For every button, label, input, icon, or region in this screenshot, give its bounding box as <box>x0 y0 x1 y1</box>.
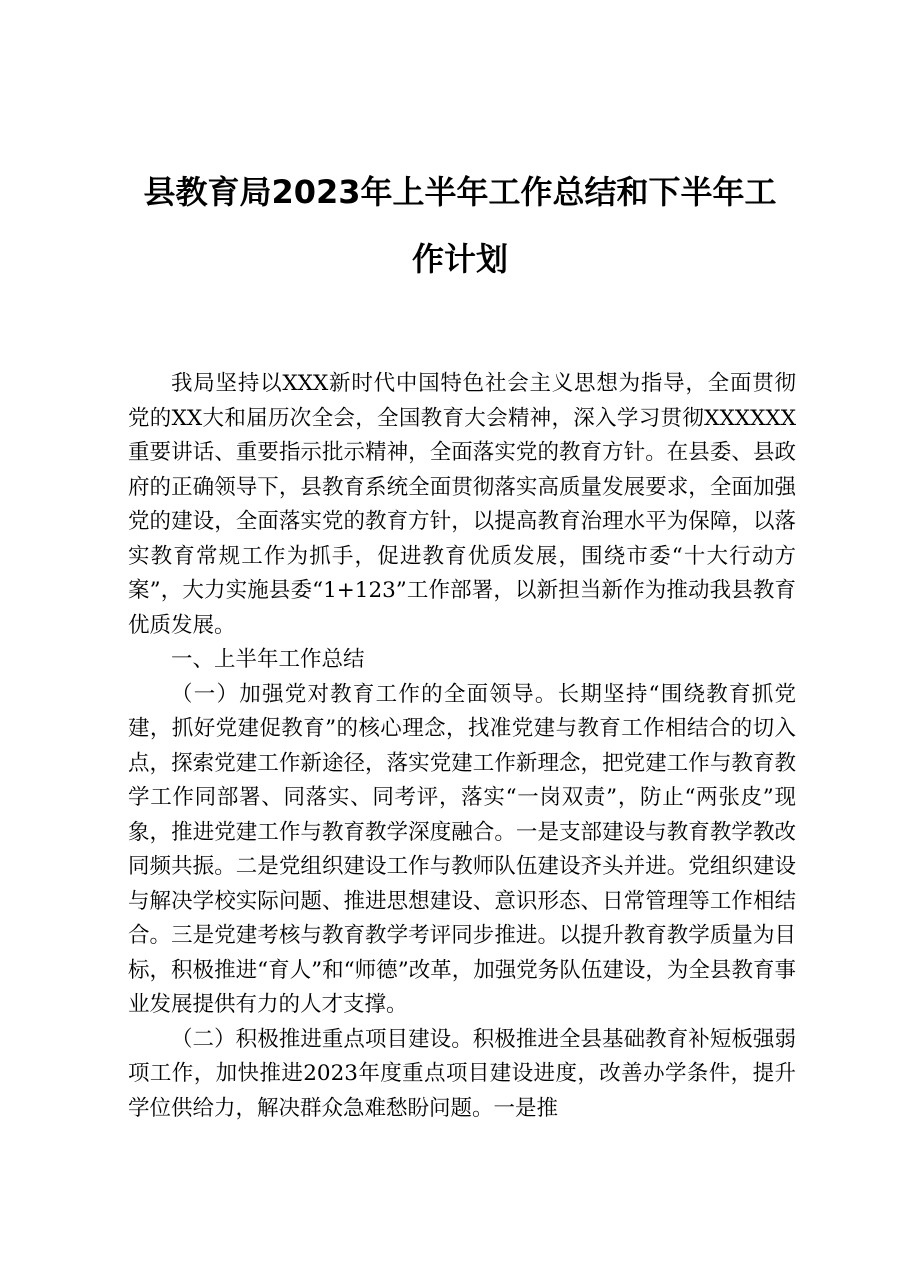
document-title-line-1: 县教育局2023年上半年工作总结和下半年工 <box>143 173 777 211</box>
body-paragraph: （一）加强党对教育工作的全面领导。长期坚持“围绕教育抓党建，抓好党建促教育”的核心理念，找准党建与教育工作相结合的切入点，探索党建工作新途径，落实党建工作新理念，把党建工作与教育教学工作同部署、同落实、同考评，落实“一岗双责”，防止“两张皮”现象，推进党建工作与教育教学深度融合。一是支部建设与教育教学教改同频共振。二是党组织建设工作与教师队伍建设齐头并进。党组织建设与解决学校实际问题、推进思想建设、意识形态、日常管理等工作相结合。三是党建考核与教育教学考评同步推进。以提升教育教学质量为目标，积极推进“育人”和“师德”改革，加强党务队伍建设，为全县教育事业发展提供有力的人才支撑。 <box>128 681 796 1017</box>
intro-paragraph: 我局坚持以XXX新时代中国特色社会主义思想为指导，全面贯彻党的XX大和届历次全会，全国教育大会精神，深入学习贯彻XXXXXX重要讲话、重要指示批示精神，全面落实党的教育方针。在县委、县政府的正确领导下，县教育系统全面贯彻落实高质量发展要求，全面加强党的建设，全面落实党的教育方针，以提高教育治理水平为保障，以落实教育常规工作为抓手，促进教育优质发展，围绕市委“十大行动方案”，大力实施县委“1+123”工作部署，以新担当新作为推动我县教育优质发展。 <box>128 371 796 638</box>
document-body <box>128 367 796 1126</box>
body-paragraph: （二）积极推进重点项目建设。积极推进全县基础教育补短板强弱项工作，加快推进2023年度重点项目建设进度，改善办学条件，提升学位供给力，解决群众急难愁盼问题。一是推 <box>128 1026 796 1121</box>
document-title-line-2: 作计划 <box>411 240 508 278</box>
section-heading: 一、上半年工作总结 <box>171 647 365 672</box>
